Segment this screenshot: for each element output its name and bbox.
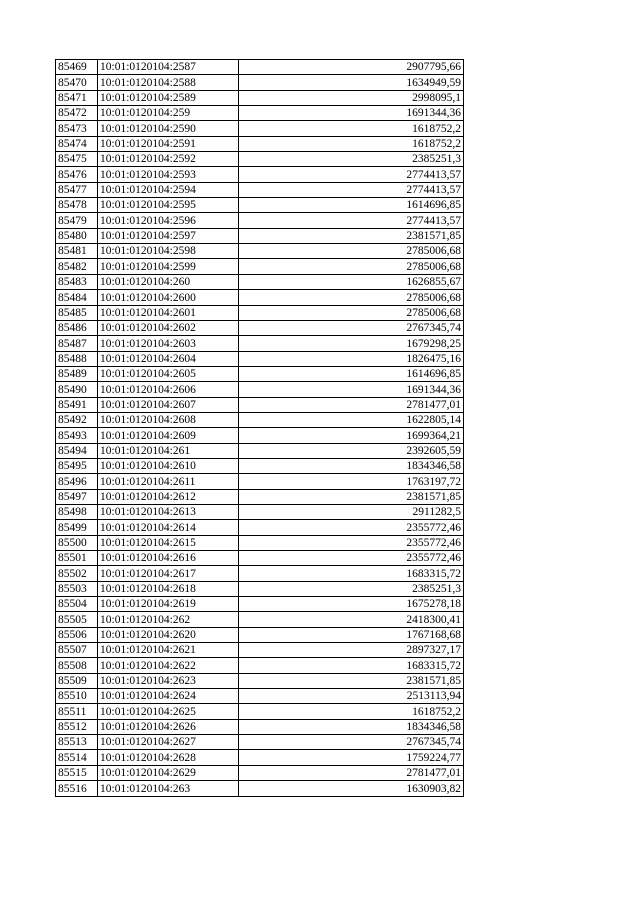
value-cell: 2998095,1 (239, 90, 464, 105)
value-cell: 1699364,21 (239, 428, 464, 443)
cadastral-number-cell: 10:01:0120104:2603 (98, 336, 239, 351)
row-number-cell: 85513 (56, 735, 98, 750)
table-row (56, 689, 464, 704)
table-row (56, 566, 464, 581)
table-row (56, 658, 464, 673)
cadastral-number-cell: 10:01:0120104:2587 (98, 60, 239, 75)
table-row (56, 213, 464, 228)
table-row (56, 520, 464, 535)
row-number-cell: 85504 (56, 597, 98, 612)
table-row (56, 443, 464, 458)
cadastral-number-cell: 10:01:0120104:2599 (98, 259, 239, 274)
cadastral-number-cell: 10:01:0120104:259 (98, 106, 239, 121)
cadastral-number-cell: 10:01:0120104:2614 (98, 520, 239, 535)
value-cell: 2785006,68 (239, 305, 464, 320)
cadastral-number-cell: 10:01:0120104:2601 (98, 305, 239, 320)
value-cell: 1630903,82 (239, 781, 464, 796)
cadastral-number-cell: 10:01:0120104:2626 (98, 719, 239, 734)
row-number-cell: 85478 (56, 198, 98, 213)
row-number-cell: 85490 (56, 382, 98, 397)
cadastral-number-cell: 10:01:0120104:2593 (98, 167, 239, 182)
row-number-cell: 85501 (56, 551, 98, 566)
cadastral-number-cell: 10:01:0120104:2628 (98, 750, 239, 765)
cadastral-number-cell: 10:01:0120104:261 (98, 443, 239, 458)
table-row (56, 106, 464, 121)
table-row (56, 673, 464, 688)
row-number-cell: 85510 (56, 689, 98, 704)
value-cell: 1614696,85 (239, 366, 464, 381)
cadastral-number-cell: 10:01:0120104:2615 (98, 535, 239, 550)
value-cell: 1691344,36 (239, 382, 464, 397)
table-row (56, 627, 464, 642)
cadastral-number-cell: 10:01:0120104:2623 (98, 673, 239, 688)
value-cell: 2385251,3 (239, 581, 464, 596)
cadastral-number-cell: 10:01:0120104:2590 (98, 121, 239, 136)
row-number-cell: 85471 (56, 90, 98, 105)
row-number-cell: 85502 (56, 566, 98, 581)
table-row (56, 412, 464, 427)
value-cell: 2392605,59 (239, 443, 464, 458)
row-number-cell: 85499 (56, 520, 98, 535)
table-row (56, 458, 464, 473)
table-row (56, 136, 464, 151)
value-cell: 1614696,85 (239, 198, 464, 213)
value-cell: 1834346,58 (239, 458, 464, 473)
value-cell: 2774413,57 (239, 167, 464, 182)
value-cell: 2781477,01 (239, 765, 464, 780)
cadastral-number-cell: 10:01:0120104:2602 (98, 320, 239, 335)
table-row (56, 366, 464, 381)
row-number-cell: 85507 (56, 643, 98, 658)
table-row (56, 597, 464, 612)
row-number-cell: 85484 (56, 290, 98, 305)
cadastral-number-cell: 10:01:0120104:2592 (98, 152, 239, 167)
cadastral-number-cell: 10:01:0120104:262 (98, 612, 239, 627)
table-row (56, 351, 464, 366)
table-row (56, 643, 464, 658)
row-number-cell: 85487 (56, 336, 98, 351)
cadastral-number-cell: 10:01:0120104:2621 (98, 643, 239, 658)
value-cell: 1683315,72 (239, 658, 464, 673)
table-row (56, 90, 464, 105)
cadastral-number-cell: 10:01:0120104:2619 (98, 597, 239, 612)
cadastral-number-cell: 10:01:0120104:2589 (98, 90, 239, 105)
cadastral-number-cell: 10:01:0120104:2629 (98, 765, 239, 780)
table-row (56, 551, 464, 566)
value-cell: 2355772,46 (239, 520, 464, 535)
cadastral-number-cell: 10:01:0120104:2622 (98, 658, 239, 673)
cadastral-number-cell: 10:01:0120104:2608 (98, 412, 239, 427)
value-cell: 2381571,85 (239, 673, 464, 688)
row-number-cell: 85479 (56, 213, 98, 228)
value-cell: 2774413,57 (239, 213, 464, 228)
cadastral-number-cell: 10:01:0120104:2600 (98, 290, 239, 305)
row-number-cell: 85500 (56, 535, 98, 550)
row-number-cell: 85474 (56, 136, 98, 151)
row-number-cell: 85514 (56, 750, 98, 765)
table-row (56, 704, 464, 719)
row-number-cell: 85483 (56, 274, 98, 289)
value-cell: 2513113,94 (239, 689, 464, 704)
table-row (56, 428, 464, 443)
row-number-cell: 85491 (56, 397, 98, 412)
value-cell: 1626855,67 (239, 274, 464, 289)
table-row (56, 182, 464, 197)
row-number-cell: 85482 (56, 259, 98, 274)
value-cell: 1691344,36 (239, 106, 464, 121)
table-row (56, 152, 464, 167)
cadastral-number-cell: 10:01:0120104:2604 (98, 351, 239, 366)
row-number-cell: 85509 (56, 673, 98, 688)
cadastral-number-cell: 10:01:0120104:2597 (98, 228, 239, 243)
table-row (56, 719, 464, 734)
cadastral-number-cell: 10:01:0120104:2588 (98, 75, 239, 90)
value-cell: 2785006,68 (239, 244, 464, 259)
cadastral-number-cell: 10:01:0120104:2610 (98, 458, 239, 473)
table-row (56, 581, 464, 596)
cadastral-number-cell: 10:01:0120104:2625 (98, 704, 239, 719)
row-number-cell: 85496 (56, 474, 98, 489)
value-cell: 2355772,46 (239, 551, 464, 566)
value-cell: 2781477,01 (239, 397, 464, 412)
cadastral-number-cell: 10:01:0120104:2594 (98, 182, 239, 197)
row-number-cell: 85469 (56, 60, 98, 75)
cadastral-number-cell: 10:01:0120104:2591 (98, 136, 239, 151)
row-number-cell: 85480 (56, 228, 98, 243)
table-row (56, 121, 464, 136)
cadastral-number-cell: 10:01:0120104:260 (98, 274, 239, 289)
row-number-cell: 85489 (56, 366, 98, 381)
cadastral-number-cell: 10:01:0120104:2612 (98, 489, 239, 504)
cadastral-number-cell: 10:01:0120104:2618 (98, 581, 239, 596)
table-row (56, 274, 464, 289)
value-cell: 1618752,2 (239, 704, 464, 719)
table-row (56, 535, 464, 550)
value-cell: 1618752,2 (239, 136, 464, 151)
row-number-cell: 85494 (56, 443, 98, 458)
cadastral-number-cell: 10:01:0120104:2598 (98, 244, 239, 259)
cadastral-number-cell: 10:01:0120104:2606 (98, 382, 239, 397)
row-number-cell: 85497 (56, 489, 98, 504)
value-cell: 2418300,41 (239, 612, 464, 627)
value-cell: 2897327,17 (239, 643, 464, 658)
row-number-cell: 85512 (56, 719, 98, 734)
value-cell: 2785006,68 (239, 290, 464, 305)
value-cell: 1767168,68 (239, 627, 464, 642)
value-cell: 1634949,59 (239, 75, 464, 90)
table-row (56, 474, 464, 489)
table-row (56, 259, 464, 274)
table-row (56, 765, 464, 780)
table-row (56, 305, 464, 320)
row-number-cell: 85488 (56, 351, 98, 366)
row-number-cell: 85477 (56, 182, 98, 197)
value-cell: 2355772,46 (239, 535, 464, 550)
cadastral-number-cell: 10:01:0120104:2616 (98, 551, 239, 566)
table-row (56, 735, 464, 750)
table-row (56, 382, 464, 397)
cadastral-number-cell: 10:01:0120104:2607 (98, 397, 239, 412)
cadastral-number-cell: 10:01:0120104:2613 (98, 504, 239, 519)
value-cell: 1826475,16 (239, 351, 464, 366)
row-number-cell: 85492 (56, 412, 98, 427)
cadastral-number-cell: 10:01:0120104:2611 (98, 474, 239, 489)
data-table (55, 59, 464, 797)
value-cell: 2381571,85 (239, 489, 464, 504)
cadastral-number-cell: 10:01:0120104:2627 (98, 735, 239, 750)
table-row (56, 750, 464, 765)
value-cell: 2907795,66 (239, 60, 464, 75)
table-row (56, 489, 464, 504)
row-number-cell: 85508 (56, 658, 98, 673)
cadastral-number-cell: 10:01:0120104:2620 (98, 627, 239, 642)
value-cell: 2381571,85 (239, 228, 464, 243)
value-cell: 1834346,58 (239, 719, 464, 734)
value-cell: 1759224,77 (239, 750, 464, 765)
value-cell: 2774413,57 (239, 182, 464, 197)
value-cell: 2911282,5 (239, 504, 464, 519)
table-row (56, 781, 464, 796)
row-number-cell: 85503 (56, 581, 98, 596)
table-row (56, 290, 464, 305)
row-number-cell: 85516 (56, 781, 98, 796)
cadastral-number-cell: 10:01:0120104:263 (98, 781, 239, 796)
cadastral-number-cell: 10:01:0120104:2605 (98, 366, 239, 381)
value-cell: 1679298,25 (239, 336, 464, 351)
row-number-cell: 85475 (56, 152, 98, 167)
row-number-cell: 85515 (56, 765, 98, 780)
row-number-cell: 85505 (56, 612, 98, 627)
cadastral-number-cell: 10:01:0120104:2596 (98, 213, 239, 228)
row-number-cell: 85511 (56, 704, 98, 719)
row-number-cell: 85476 (56, 167, 98, 182)
row-number-cell: 85481 (56, 244, 98, 259)
row-number-cell: 85506 (56, 627, 98, 642)
row-number-cell: 85470 (56, 75, 98, 90)
table-row (56, 397, 464, 412)
table-row (56, 167, 464, 182)
value-cell: 1675278,18 (239, 597, 464, 612)
table-row (56, 198, 464, 213)
table-row (56, 244, 464, 259)
value-cell: 2385251,3 (239, 152, 464, 167)
table-row (56, 60, 464, 75)
value-cell: 1683315,72 (239, 566, 464, 581)
value-cell: 2767345,74 (239, 320, 464, 335)
cadastral-number-cell: 10:01:0120104:2609 (98, 428, 239, 443)
value-cell: 1622805,14 (239, 412, 464, 427)
value-cell: 2767345,74 (239, 735, 464, 750)
table-row (56, 320, 464, 335)
row-number-cell: 85495 (56, 458, 98, 473)
table-row (56, 75, 464, 90)
cadastral-number-cell: 10:01:0120104:2624 (98, 689, 239, 704)
table-row (56, 504, 464, 519)
row-number-cell: 85498 (56, 504, 98, 519)
table-row (56, 228, 464, 243)
value-cell: 2785006,68 (239, 259, 464, 274)
value-cell: 1618752,2 (239, 121, 464, 136)
row-number-cell: 85473 (56, 121, 98, 136)
table-row (56, 336, 464, 351)
cadastral-number-cell: 10:01:0120104:2617 (98, 566, 239, 581)
row-number-cell: 85493 (56, 428, 98, 443)
cadastral-number-cell: 10:01:0120104:2595 (98, 198, 239, 213)
value-cell: 1763197,72 (239, 474, 464, 489)
table-body (56, 60, 464, 797)
table-row (56, 612, 464, 627)
row-number-cell: 85486 (56, 320, 98, 335)
row-number-cell: 85485 (56, 305, 98, 320)
row-number-cell: 85472 (56, 106, 98, 121)
